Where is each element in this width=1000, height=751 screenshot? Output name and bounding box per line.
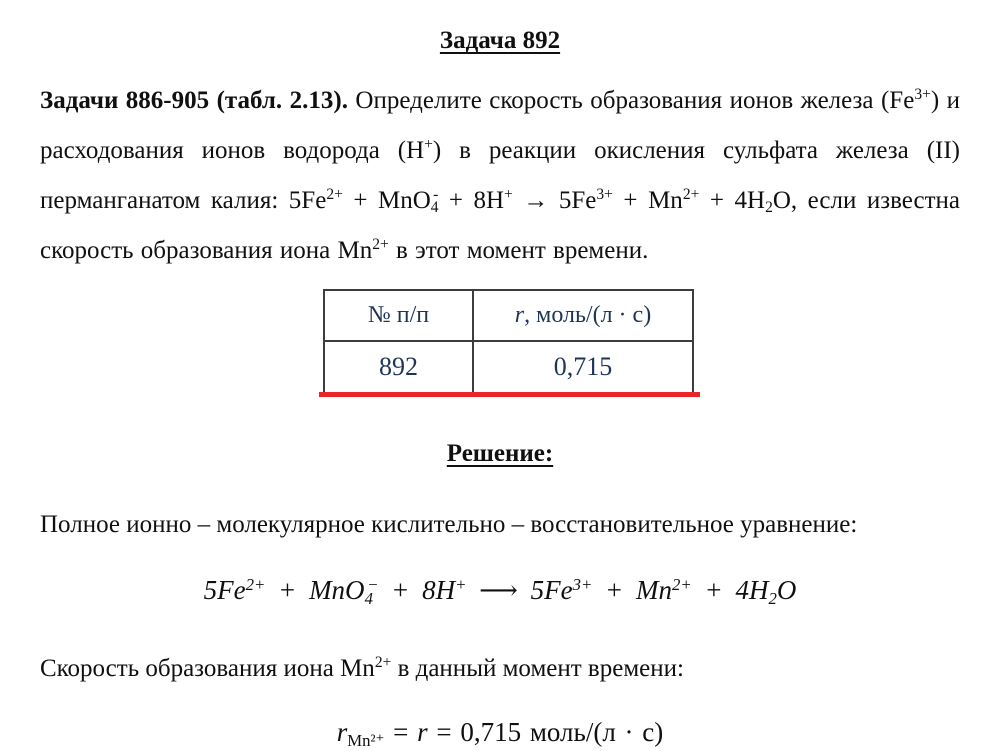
solution-heading: Решение:	[446, 440, 554, 467]
data-table	[323, 289, 694, 394]
table-header-row	[324, 290, 693, 341]
table-data-row	[324, 341, 693, 393]
table-header-rate: r, моль/(л · с)	[473, 290, 693, 341]
rate-formula: rMn²⁺ = r = 0,715 моль/(л · с)	[336, 717, 664, 750]
data-table-wrapper	[319, 289, 700, 397]
ionic-equation: $5Fe^{2+} + MnO4^- + 8H^+$ ⟶ $5Fe^{3+} + Mn^{2+} + 4H2O$	[203, 574, 797, 608]
solution-intro: Полное ионно – молекулярное кислительно – восстановительное уравнение:	[40, 511, 858, 538]
rate-statement: Скорость образования иона $Mn^{2+}$ в данный момент времени:	[40, 654, 684, 682]
problem-statement: Задачи 886-905 (табл. 2.13). Определите скорость образования ионов железа $(Fe^{3+})$ и расходования ионов водорода (Н+) в реакции окисления сульфата железа (II) перманганатом калия: $5Fe^{2+} + MnO4^- + 8H^+ \to 5Fe^{3+} + Mn^{2+} + 4H2O$, если известна скорость образования иона $Mn^{2+}$ в этот момент времени.	[40, 86, 961, 264]
red-underline	[319, 392, 700, 397]
table-cell-number: 892	[324, 341, 473, 393]
problem-title: Задача 892	[439, 27, 561, 54]
table-header-number: № п/п	[324, 290, 473, 341]
table-cell-rate: 0,715	[473, 341, 693, 393]
